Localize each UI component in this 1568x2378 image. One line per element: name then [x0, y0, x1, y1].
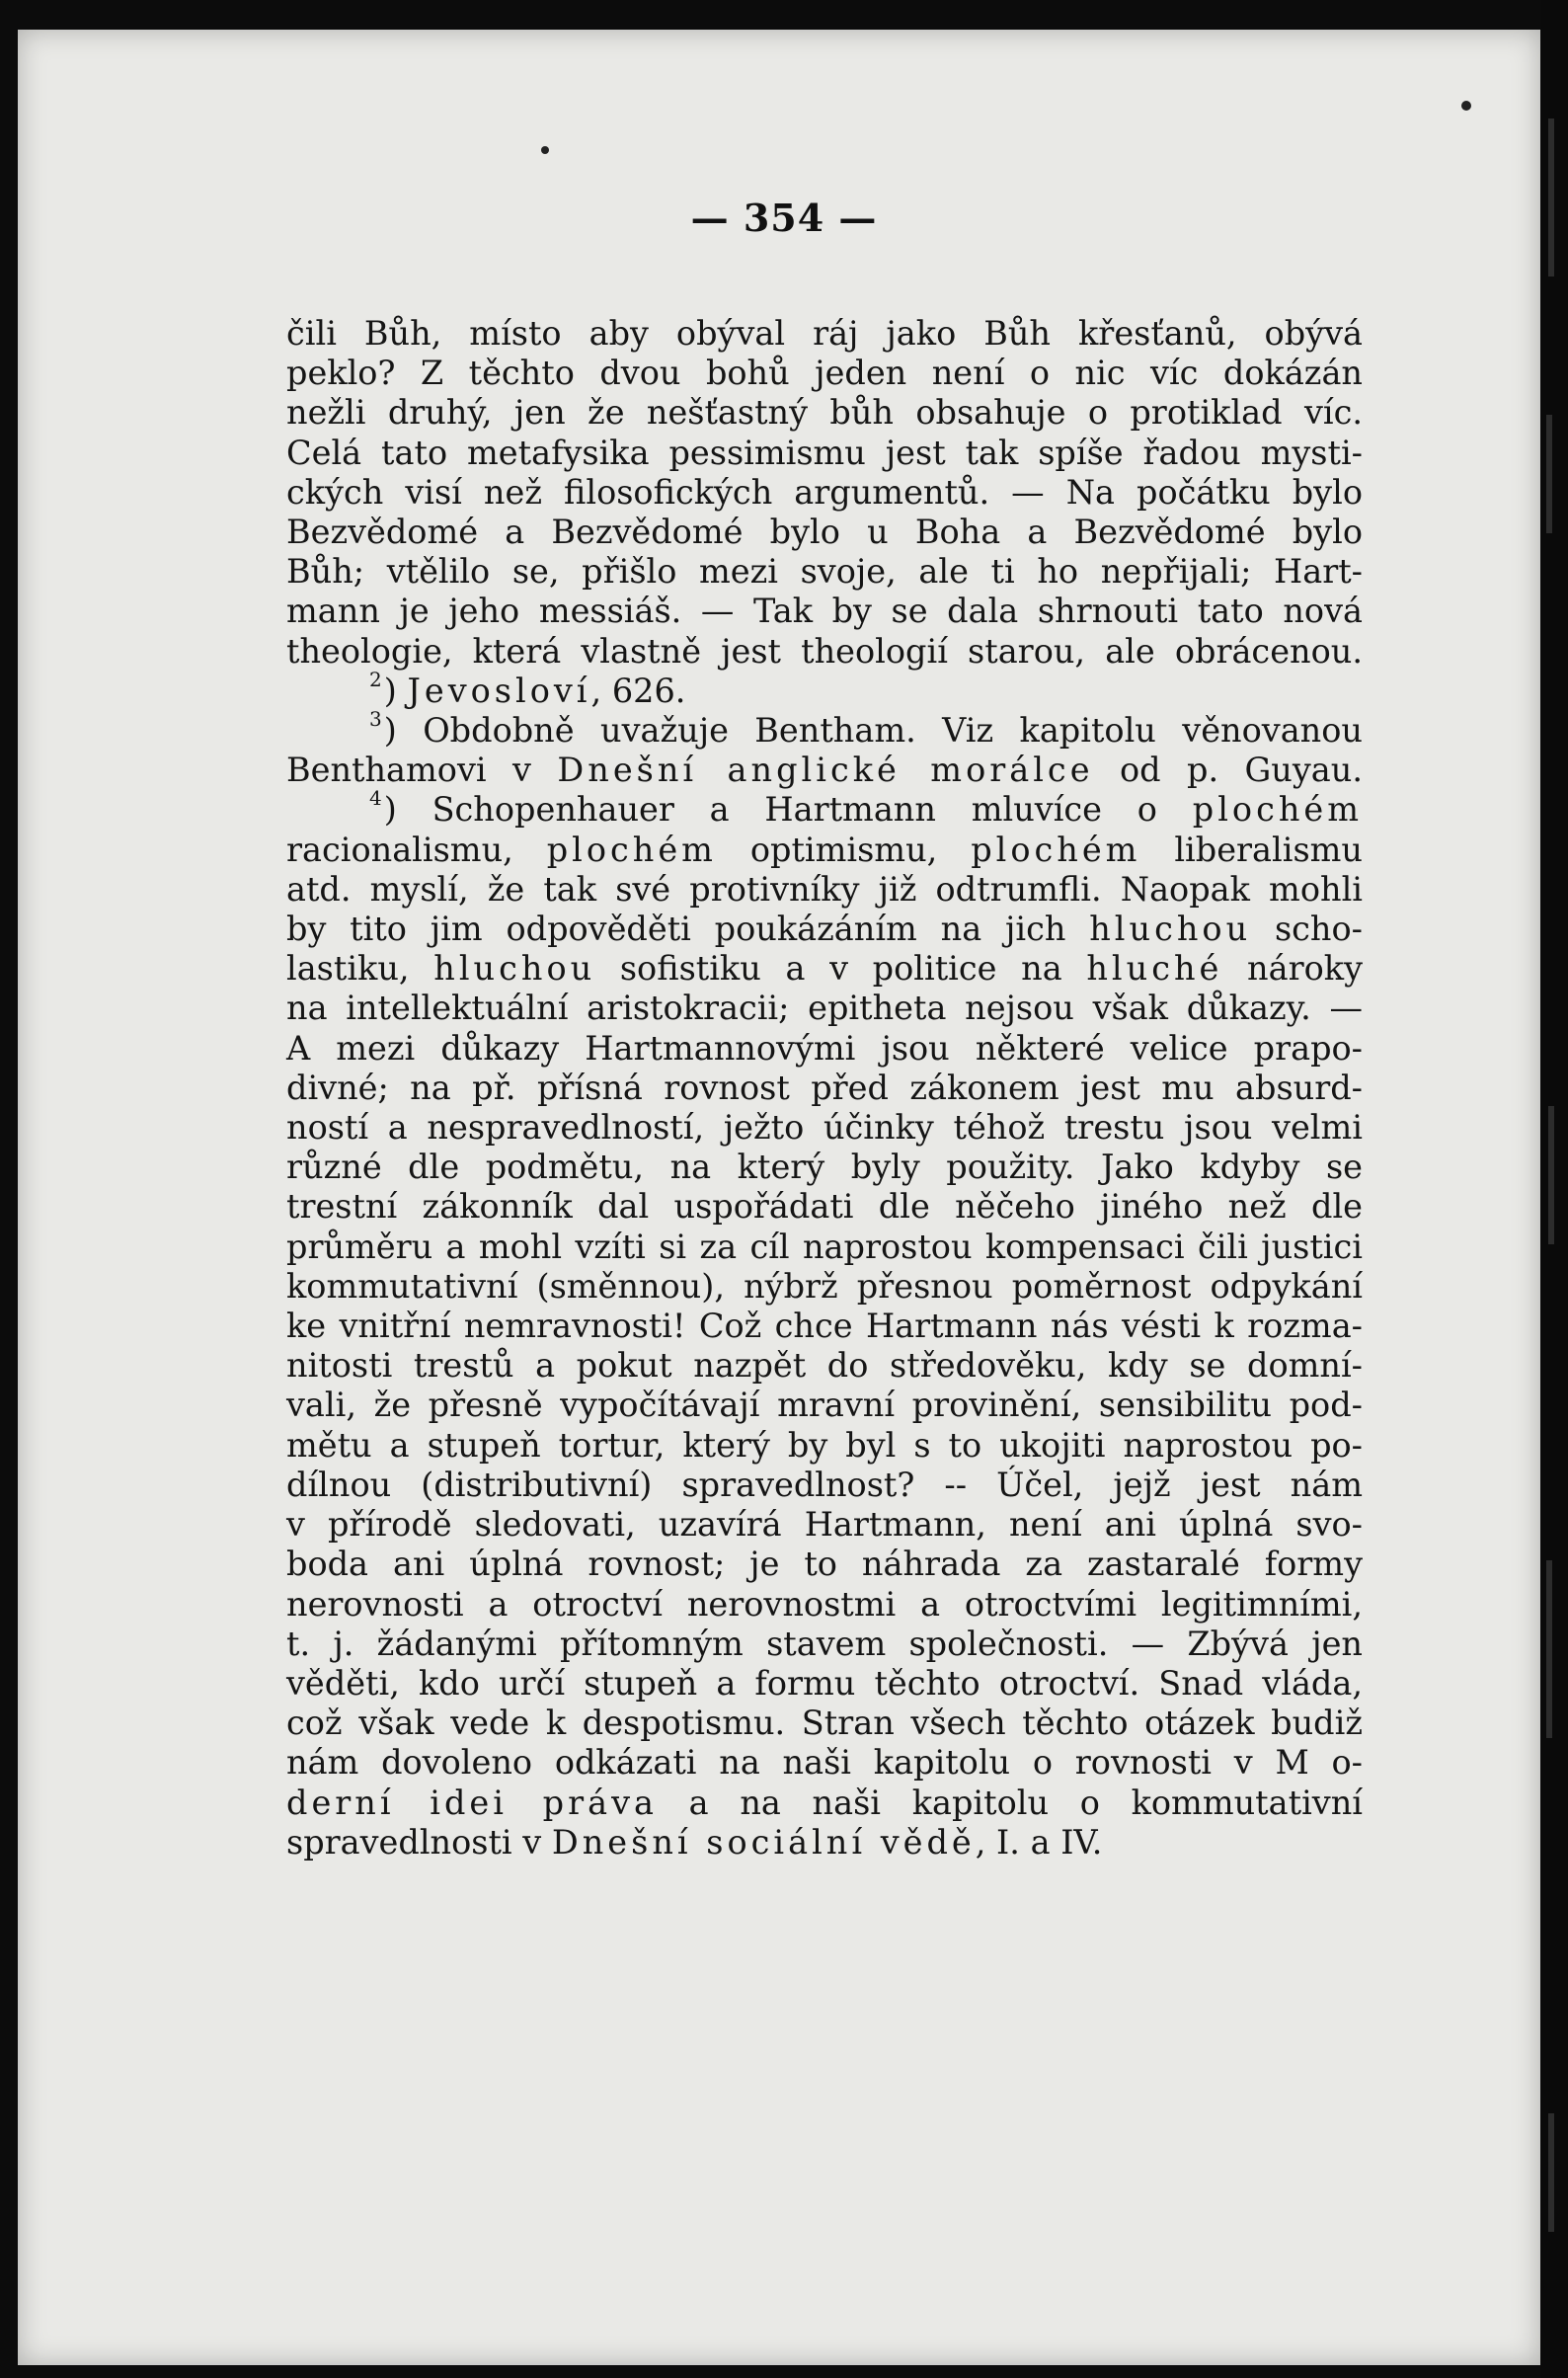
footnote-text: , 626. [590, 671, 686, 710]
spaced-term: hluché [1086, 949, 1223, 989]
footnote-text: sofistiku a v politice na [595, 949, 1087, 989]
ink-speck [541, 146, 549, 154]
footnote-4-line [286, 1784, 1363, 1823]
footnote-4-line [286, 949, 1363, 989]
footnote-4-line: ností a nespravedlností, ježto účinky téhož trestu jsou velmi [286, 1108, 1363, 1148]
footnote-4-line: t. j. žádanými přítomným stavem společnosti. — Zbývá jen [286, 1624, 1363, 1663]
text-line: Bůh; vtělilo se, přišlo mezi svoje, ale ti ho nepřijali; Hart- [286, 552, 1363, 592]
footnote-4-line: nitosti trestů a pokut nazpět do středověku, kdy se domní- [286, 1346, 1363, 1386]
edge-mark [1548, 2113, 1554, 2232]
footnote-4-line: dílnou (distributivní) spravedlnost? -- Účel, jejž jest nám [286, 1465, 1363, 1504]
footnote-4-line: nám dovoleno odkázati na naši kapitolu o rovnosti v M o- [286, 1743, 1363, 1783]
footnote-4-line: boda ani úplná rovnost; je to náhrada za zastaralé formy [286, 1545, 1363, 1584]
footnote-4-line: různé dle podmětu, na který byly použity. Jako kdyby se [286, 1148, 1363, 1187]
page-edge-shadow [1540, 0, 1568, 2378]
footnote-4-line: věděti, kdo určí stupeň a formu těchto otroctví. Snad vláda, [286, 1663, 1363, 1703]
footnote-4-line: divné; na př. přísná rovnost před zákonem jest mu absurd- [286, 1068, 1363, 1107]
edge-mark [1546, 415, 1552, 533]
spaced-term: plochém [1192, 790, 1364, 830]
footnote-4-line: na intellektuální aristokracii; epitheta nejsou však důkazy. — [286, 989, 1363, 1028]
page-text [286, 314, 1363, 1863]
footnote-text: Benthamovi v [286, 751, 558, 790]
spaced-term: hluchou [433, 949, 596, 989]
text-line: peklo? Z těchto dvou bohů jeden není o nic víc dokázán [286, 354, 1363, 393]
text-line: Bezvědomé a Bezvědomé bylo u Boha a Bezvědomé bylo [286, 513, 1363, 552]
text-line: čili Bůh, místo aby obýval ráj jako Bůh křesťanů, obývá [286, 314, 1363, 353]
spaced-term: hluchou [1089, 910, 1252, 949]
page-number: — 354 — [690, 196, 878, 240]
spaced-term: Dnešní sociální vědě [551, 1822, 976, 1862]
footnote-4-line: nerovnosti a otroctví nerovnostmi a otroctvími legitimními, [286, 1584, 1363, 1624]
footnote-4-line: průměru a mohl vzíti si za cíl naprostou kompensaci čili justici [286, 1227, 1363, 1266]
footnote-text: Schopenhauer a Hartmann mluvíce o [431, 790, 1193, 830]
footnote-text: a na naši kapitolu o kommutativní [657, 1783, 1363, 1822]
footnote-4-line: A mezi důkazy Hartmannovými jsou některé velice prapo- [286, 1028, 1363, 1068]
text-line: ckých visí než filosofických argumentů. — Na počátku bylo [286, 472, 1363, 512]
footnote-text: racionalismu, [286, 830, 547, 869]
footnote-4-line: v přírodě sledovati, uzavírá Hartmann, není ani úplná svo- [286, 1505, 1363, 1545]
footnote-text: Obdobně uvažuje Bentham. Viz kapitolu věnovanou [423, 711, 1364, 751]
footnote-text: spravedlnosti v [286, 1822, 552, 1862]
footnote-4-line: atd. myslí, že tak své protivníky již odtrumfli. Naopak mohli [286, 869, 1363, 909]
footnote-4-line [286, 831, 1363, 870]
spaced-term: Dnešní anglické morálce [557, 751, 1094, 790]
footnote-text: scho- [1251, 910, 1363, 949]
spaced-term: derní idei práva [286, 1783, 658, 1822]
footnote-text: optimismu, [716, 830, 972, 869]
footnote-4-line: trestní zákonník dal uspořádati dle něčeho jiného než dle [286, 1187, 1363, 1227]
text-line: theologie, která vlastně jest theologií starou, ale obrácenou. [286, 631, 1363, 671]
text-line: mann je jeho messiáš. — Tak by se dala shrnouti tato nová [286, 592, 1363, 631]
footnote-2: $^2$) Jevosloví, 626. [369, 667, 686, 710]
footnote-4-line: vali, že přesně vypočítávají mravní provinění, sensibilitu pod- [286, 1386, 1363, 1425]
footnote-text: liberalismu [1140, 830, 1363, 869]
footnote-4-line [286, 910, 1363, 949]
footnote-4-line [286, 1823, 1363, 1863]
text-line: nežli druhý, jen že nešťastný bůh obsahuje o protiklad víc. [286, 393, 1363, 433]
ink-speck [1461, 101, 1471, 111]
spaced-term: plochém [546, 830, 717, 869]
spaced-term: plochém [971, 830, 1141, 869]
footnote-text: od p. Guyau. [1093, 751, 1363, 790]
footnote-4-line: mětu a stupeň tortur, který by byl s to ukojiti naprostou po- [286, 1425, 1363, 1465]
footnote-4-line: ke vnitřní nemravnosti! Což chce Hartmann nás vésti k rozma- [286, 1307, 1363, 1346]
text-line: Celá tato metafysika pessimismu jest tak spíše řadou mysti- [286, 433, 1363, 472]
footnote-4-line: což však vede k despotismu. Stran všech těchto otázek budiž [286, 1704, 1363, 1743]
footnote-3-line [286, 751, 1363, 790]
edge-mark [1548, 1106, 1554, 1244]
footnote-marker: 4 [369, 786, 382, 811]
spaced-term: Jevosloví [407, 671, 591, 710]
footnote-text: by tito jim odpověděti poukázáním na jich [286, 910, 1090, 949]
edge-mark [1546, 1560, 1552, 1738]
footnote-text: , I. a IV. [975, 1822, 1103, 1862]
footnote-4: $^4$) Schopenhauer a Hartmann mluvíce o plochém [369, 786, 1364, 830]
footnote-text: nároky [1222, 949, 1364, 989]
footnote-marker: 2 [369, 667, 382, 691]
footnote-3: $^3$) Obdobně uvažuje Bentham. Viz kapitolu věnovanou [369, 707, 1364, 751]
footnote-text: lastiku, [286, 949, 434, 989]
footnote-marker: 3 [369, 707, 382, 732]
footnote-4-line: kommutativní (směnnou), nýbrž přesnou poměrnost odpykání [286, 1266, 1363, 1306]
